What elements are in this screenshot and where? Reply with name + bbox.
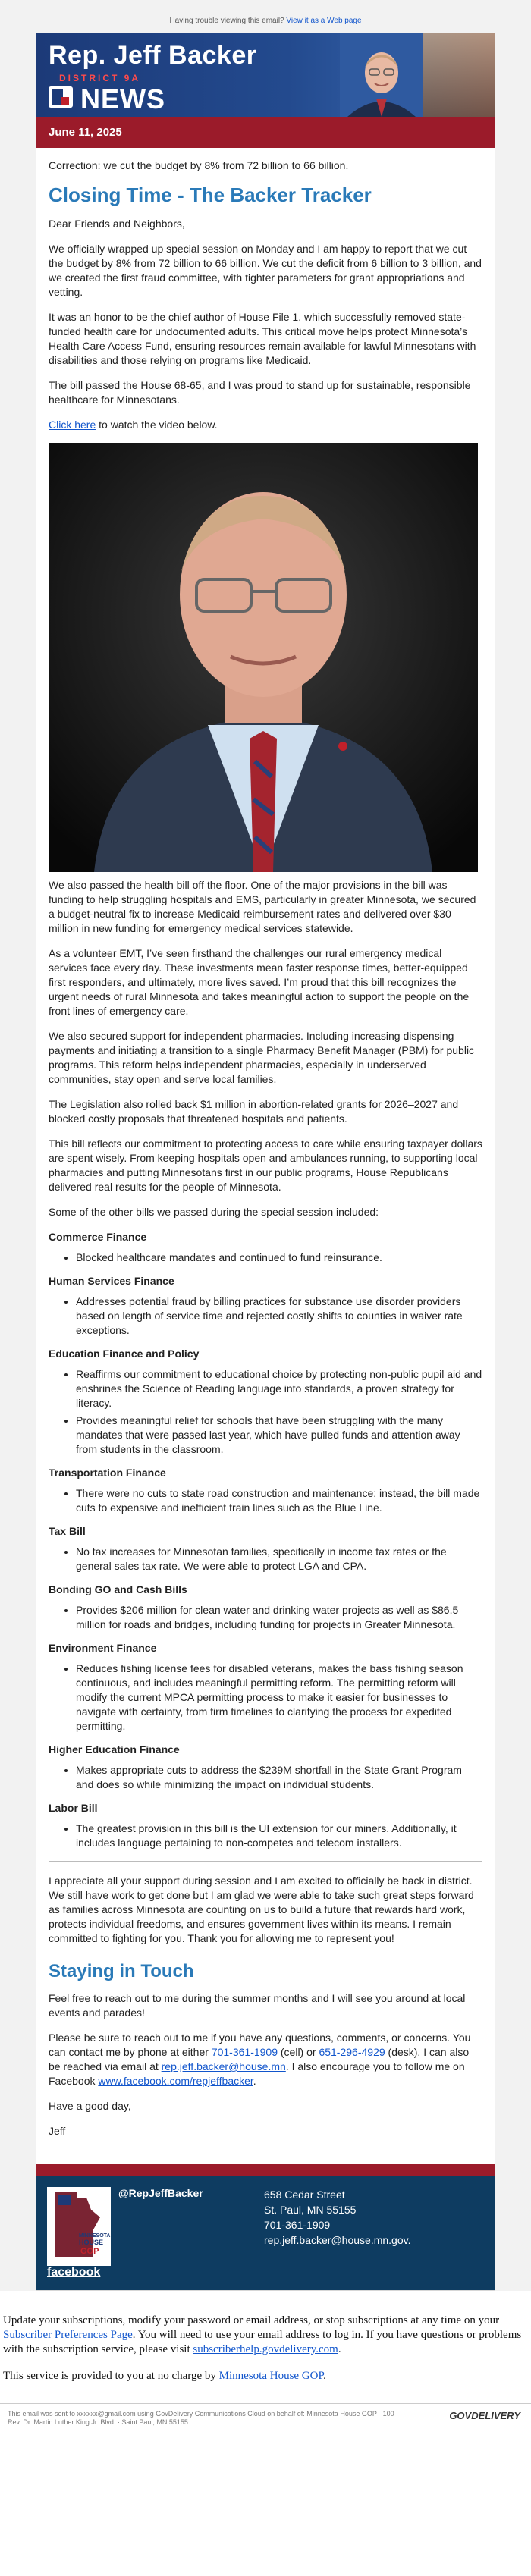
list-item: • Blocked healthcare mandates and continued to fund reinsurance. [76,1250,482,1265]
social-handle-link[interactable]: @RepJeffBacker [118,2187,203,2199]
office-email: rep.jeff.backer@house.mn.gov. [264,2234,411,2246]
video-thumbnail[interactable] [49,443,478,872]
banner-district: DISTRICT 9A [59,73,141,83]
contact-text: Please be sure to reach out to me if you have any questions, comments, or concerns. You can contact me by phone at either [49,2032,471,2058]
address-line: St. Paul, MN 55155 [264,2204,357,2216]
section-heading: Transportation Finance [49,1467,166,1479]
address-line: 658 Cedar Street [264,2189,345,2201]
contact-text: . I also encourage you to follow me on Facebook [49,2060,465,2087]
email-link[interactable]: rep.jeff.backer@house.mn [161,2060,286,2072]
body-paragraph: The Legislation also rolled back $1 million in abortion-related grants for 2026–2027 and blocked costly proposals that threatened hospitals and patients. [49,1098,459,1125]
list-item: • Reaffirms our commitment to educational choice by protecting non-public pupil aid and enshrines the Science of Reading language into standards, a proven strategy for literacy. [76,1367,482,1410]
contact-text: (cell) or [278,2046,319,2058]
bullet-list [49,1545,482,1574]
newsletter-content [36,148,495,2164]
greeting: Dear Friends and Neighbors, [49,218,185,230]
bullet-list [49,1821,482,1850]
signature: Jeff [49,2125,66,2137]
notice-text: This service is provided to you at no charge by [3,2370,219,2382]
notice-text: Update your subscriptions, modify your password or email address, or stop subscriptions at any time on your [3,2314,500,2327]
subscription-notice [0,2291,531,2403]
section-heading: Education Finance and Policy [49,1348,200,1360]
body-paragraph: As a volunteer EMT, I’ve seen firsthand the challenges our rural emergency medical services face every day. These investments mean faster response times, better-equipped first responders, and ultimately, more lives saved. I’m proud that this bill recognizes the urgent needs of rural Minnesota and takes meaningful action to support the people on the front lines of emergency care. [49,947,470,1017]
preheader [0,0,531,33]
preheader-text: Having trouble viewing this email? [169,17,284,25]
disclaimer-line: Rev. Dr. Martin Luther King Jr. Blvd. · Saint Paul, MN 55155 [8,2418,188,2426]
disclaimer-line: This email was sent to xxxxxx@gmail.com using GovDelivery Communications Cloud on behalf of: Minnesota House GOP · 100 [8,2410,394,2418]
watch-video-link[interactable]: Click here [49,419,96,431]
date-bar: June 11, 2025 [36,117,495,148]
section-heading: Labor Bill [49,1802,98,1814]
facebook-label: facebook [47,2266,101,2279]
section-heading: Human Services Finance [49,1275,174,1287]
contact-text: . [253,2075,256,2087]
representative-portrait [340,33,423,117]
bullet-list [49,1367,482,1457]
section-heading: Tax Bill [49,1525,86,1537]
govdelivery-logo[interactable]: GOVDELIVERY [449,2410,520,2421]
notice-text: . [338,2343,341,2355]
subscriber-preferences-link[interactable]: Subscriber Preferences Page [3,2329,133,2341]
badge-word: HOUSE [79,2239,104,2246]
provider-paragraph [3,2369,523,2383]
list-item: • The greatest provision in this bill is the UI extension for our miners. Additionally, it includes language pertaining to non-competes and telecom installers. [76,1821,482,1850]
section-heading: Higher Education Finance [49,1743,180,1756]
video-frame-image [49,443,478,872]
intro-paragraph: It was an honor to be the chief author of House File 1, which successfully removed state-funded health care for undocumented adults. This critical move helps protect Minnesota’s Health Care Access Fund, ensuring resources remain available for lawful Minnesotans with disabilities and those relying on programs like Medicaid. [49,311,476,366]
notice-text: . [323,2370,326,2382]
staying-in-touch-heading: Staying in Touch [49,1961,194,1981]
list-item: • Addresses potential fraud by billing practices for substance use disorder providers based on length of service time and rejected costly shifts to counties in waiver rate exceptions. [76,1294,482,1338]
bottom-disclaimer [0,2403,531,2439]
bullet-list [49,1250,482,1265]
banner-news: NEWS [80,83,165,115]
list-item: • There were no cuts to state road construction and maintenance; instead, the bill made cuts to expensive and inefficient train lines such as the Blue Line. [76,1486,482,1515]
list-item: • No tax increases for Minnesotan families, specifically in income tax rates or the general sales tax rate. We were able to protect LGA and CPA. [76,1545,482,1574]
view-as-webpage-link[interactable]: View it as a Web page [286,17,362,25]
contact-paragraph [49,2031,482,2088]
desk-phone-link[interactable]: 651-296-4929 [319,2046,385,2058]
house-gop-logo-icon [49,86,73,108]
body-paragraph: This bill reflects our commitment to protecting access to care while ensuring taxpayer dollars are spent wisely. From keeping hospitals open and ambulances running, to supporting local pharmacies and putting Minnesotans first in our public programs, House Republicans delivered real results for the people of Minnesota. [49,1137,482,1193]
office-address [264,2187,410,2248]
section-heading: Bonding GO and Cash Bills [49,1583,187,1595]
body-paragraph: Some of the other bills we passed during the special session included: [49,1206,379,1218]
subscription-paragraph [3,2314,523,2357]
closing-paragraph: I appreciate all your support during session and I am excited to officially be back in district. We still have work to get done but I am glad we were able to take such great steps forward as families across Minnesota are counting on us to build a future that rewards hard work, protects individual freedoms, and ensures government lives within its means. I remain committed to fighting for you. Thank you for allowing me to represent you! [49,1875,474,1944]
facebook-link[interactable]: www.facebook.com/repjeffbacker [98,2075,253,2087]
stay-paragraph: Feel free to reach out to me during the summer months and I will see you around at local events and parades! [49,1992,466,2019]
video-link-text: to watch the video below. [96,419,218,431]
bullet-list [49,1763,482,1792]
list-item: • Makes appropriate cuts to address the $239M shortfall in the State Grant Program and does so while minimizing the impact on individual students. [76,1763,482,1792]
correction-note: Correction: we cut the budget by 8% from 72 billion to 66 billion. [49,159,349,171]
section-heading: Commerce Finance [49,1231,147,1243]
section-heading: Environment Finance [49,1642,157,1654]
list-item: • Provides $206 million for clean water and drinking water projects as well as $86.5 million for roads and bridges, including funding for projects in Greater Minnesota. [76,1603,482,1632]
capitol-dome-image [423,33,495,117]
minnesota-house-gop-link[interactable]: Minnesota House GOP [218,2370,324,2382]
minnesota-house-gop-badge-icon [47,2187,111,2266]
bullet-list [49,1294,482,1338]
bullet-list [49,1603,482,1632]
body-paragraph: We also passed the health bill off the floor. One of the major provisions in the bill was funding to help struggling hospitals and EMS, particularly in greater Minnesota, we secured a budget-neutral fix to increase Medicaid reimbursement rates and delivered over $30 million in new funding for emergency medical services statewide. [49,879,476,934]
email-footer [36,2164,495,2290]
divider [49,1861,482,1862]
cell-phone-link[interactable]: 701-361-1909 [211,2046,278,2058]
badge-word: GOP [80,2247,99,2256]
banner-name: Rep. Jeff Backer [49,41,257,70]
list-item: • Reduces fishing license fees for disabled veterans, makes the bass fishing season continuous, and includes meaningful permitting reform. The permitting reform will modify the current MPCA permitting process to make it easier for businesses to navigate with certainty, from firm timelines to clarifying the process for expedited permitting. [76,1661,482,1734]
video-link-paragraph [49,418,482,432]
signoff: Have a good day, [49,2100,131,2112]
header-banner [36,33,495,117]
list-item: • Provides meaningful relief for schools that have been struggling with the many mandates that were passed last year, which have pulled funds and attention away from students in the classroom. [76,1414,482,1457]
contact-text: (desk). I can also be reached via email at [49,2046,470,2072]
office-phone: 701-361-1909 [264,2219,331,2231]
badge-word: MINNESOTA [79,2233,111,2239]
bullet-list [49,1486,482,1515]
bullet-list [49,1661,482,1734]
body-paragraph: We also secured support for independent pharmacies. Including increasing dispensing payments and initiating a transition to a single Pharmacy Benefit Manager (PBM) for public programs. This reform helps independent pharmacies, especially in underserved communities, stay open and serve local families. [49,1030,475,1085]
facebook-icon[interactable] [47,2266,100,2279]
subscriber-help-link[interactable]: subscriberhelp.govdelivery.com [193,2343,338,2355]
intro-paragraph: We officially wrapped up special session on Monday and I am happy to report that we cut the budget by 8% from 72 billion to 66 billion. We cut the deficit from 6 billion to 3 billion, and we created the first fraud committee, with tighter parameters for grant appropriations and vetting. [49,243,482,298]
notice-text: . You will need to use your email address to log in. If you have questions or problems with the subscription service, please visit [3,2329,522,2355]
intro-paragraph: The bill passed the House 68-65, and I was proud to stand up for sustainable, responsible healthcare for Minnesotans. [49,379,471,406]
newsletter-title: Closing Time - The Backer Tracker [49,184,372,206]
email-container [36,33,495,2291]
